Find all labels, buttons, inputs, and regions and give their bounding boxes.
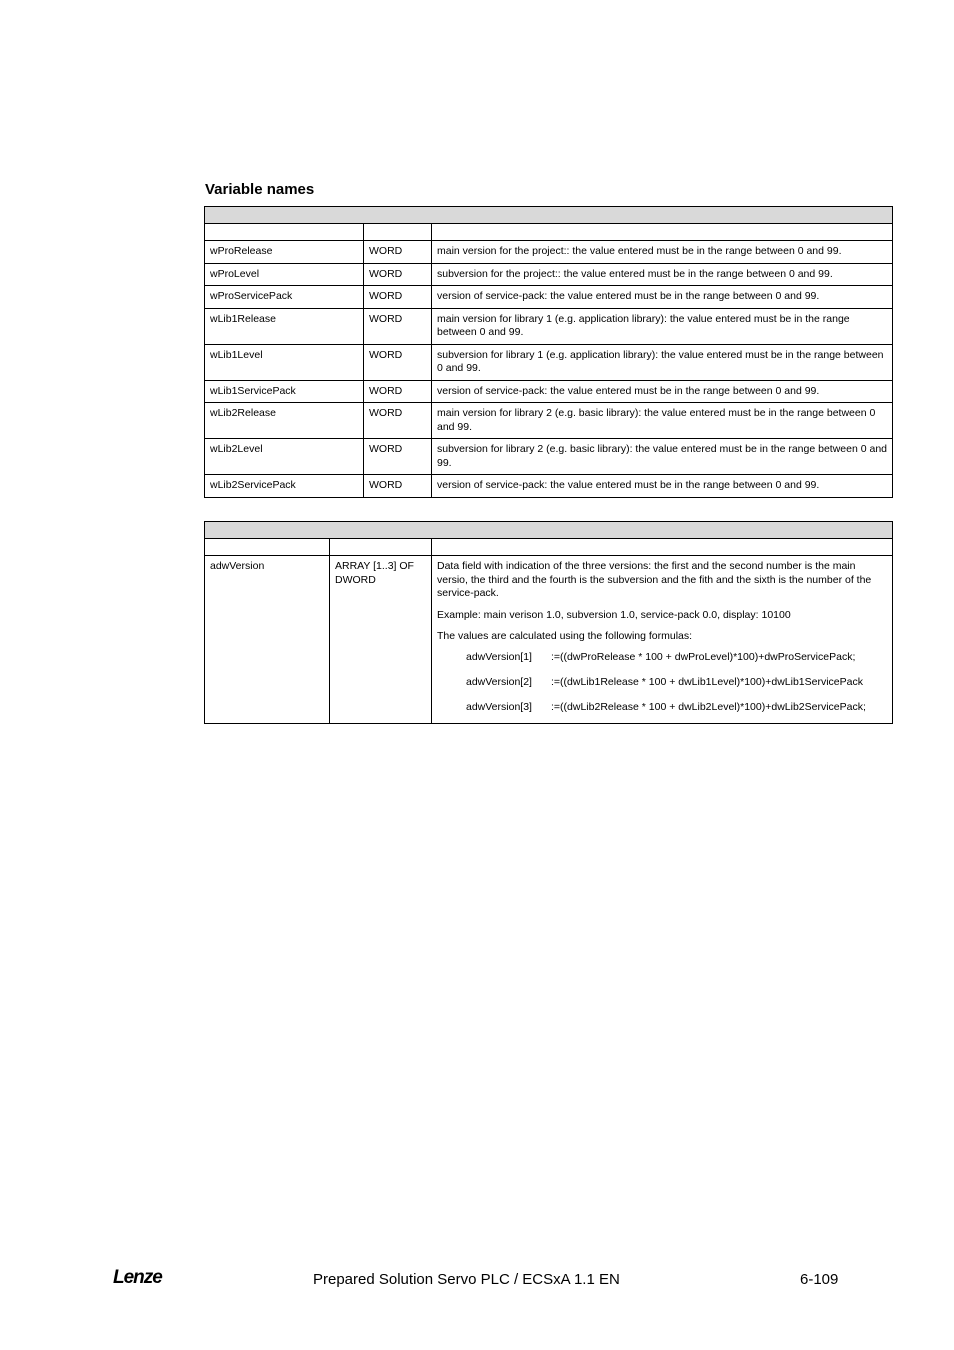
variables-table-words bbox=[204, 206, 893, 498]
table-row: wProRelease WORD main version for the project:: the value entered must be in the range between 0 and 99. bbox=[205, 241, 893, 264]
example-text: Example: main verison 1.0, subversion 1.0, service-pack 0.0, display: 10100 bbox=[437, 608, 791, 621]
formula-intro: The values are calculated using the following formulas: bbox=[437, 630, 693, 642]
variable-description bbox=[432, 556, 893, 724]
table-title-row bbox=[205, 207, 893, 224]
lenze-logo: Lenze bbox=[113, 1267, 162, 1288]
formula-line: adwVersion[3] :=((dwLib2Release * 100 + dwLib2Level)*100)+dwLib2ServicePack; bbox=[466, 701, 866, 714]
page-number: 6-109 bbox=[800, 1271, 839, 1288]
description-text: Data field with indication of the three versions: the first and the second number is the main versio, the third and the fourth is the subversion and the fith and the sixth is the number of the service-pack. bbox=[437, 560, 872, 599]
table-row: wLib2ServicePack WORD version of service-pack: the value entered must be in the range between 0 and 99. bbox=[205, 475, 893, 498]
variables-table-array bbox=[204, 521, 893, 724]
table-row: wLib2Release WORD main version for library 2 (e.g. basic library): the value entered must be in the range between 0 and 99. bbox=[205, 403, 893, 439]
section-heading: Variable names bbox=[205, 181, 315, 198]
table-header-row bbox=[205, 224, 893, 241]
formula-line: adwVersion[2] :=((dwLib1Release * 100 + dwLib1Level)*100)+dwLib1ServicePack bbox=[466, 676, 863, 689]
table-row: wProLevel WORD subversion for the project:: the value entered must be in the range between 0 and 99. bbox=[205, 263, 893, 286]
table-title-row bbox=[205, 522, 893, 539]
table-header-row bbox=[205, 539, 893, 556]
table-row: wProServicePack WORD version of service-pack: the value entered must be in the range between 0 and 99. bbox=[205, 286, 893, 309]
table-row: wLib1Level WORD subversion for library 1 (e.g. application library): the value entered must be in the range between 0 and 99. bbox=[205, 344, 893, 380]
table-row bbox=[205, 556, 893, 724]
footer-title: Prepared Solution Servo PLC / ECSxA 1.1 EN bbox=[313, 1271, 620, 1288]
variable-type: ARRAY [1..3] OF DWORD bbox=[330, 556, 432, 724]
table-row: wLib1ServicePack WORD version of service-pack: the value entered must be in the range between 0 and 99. bbox=[205, 380, 893, 403]
variable-name: adwVersion bbox=[205, 556, 330, 724]
table-row: wLib2Level WORD subversion for library 2 (e.g. basic library): the value entered must be in the range between 0 and 99. bbox=[205, 439, 893, 475]
formula-line: adwVersion[1] :=((dwProRelease * 100 + dwProLevel)*100)+dwProServicePack; bbox=[466, 651, 856, 664]
table-row: wLib1Release WORD main version for library 1 (e.g. application library): the value entered must be in the range between 0 and 99. bbox=[205, 308, 893, 344]
